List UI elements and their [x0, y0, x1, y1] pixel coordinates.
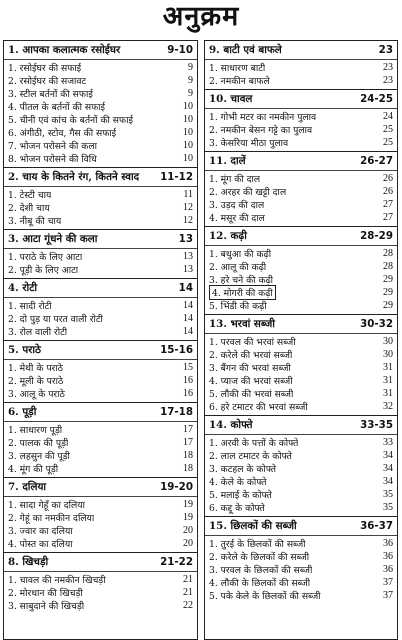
- entry-title: 4. प्याज की भरवां सब्जी: [209, 376, 293, 387]
- section-page-range: 26-27: [360, 155, 393, 167]
- section-items: [205, 536, 397, 604]
- entry-title: 1. पराठे के लिए आटा: [8, 252, 83, 263]
- entry-page-number: 37: [383, 577, 393, 588]
- entry-page-number: 23: [383, 62, 393, 73]
- entry-title: 1. बथुआ की कढ़ी: [209, 249, 272, 260]
- section-page-range: 23: [378, 44, 393, 56]
- entry-page-number: 24: [383, 111, 393, 122]
- toc-entry: [4, 387, 197, 400]
- entry-page-number: 25: [383, 124, 393, 135]
- toc-entry: [205, 589, 397, 602]
- section-heading: [4, 230, 197, 249]
- section-items: [4, 497, 197, 552]
- entry-page-number: 29: [383, 274, 393, 285]
- section-page-range: 11-12: [160, 171, 193, 183]
- entry-page-number: 23: [383, 75, 393, 86]
- section-title: 3. आटा गूंधने की कला: [8, 233, 98, 245]
- toc-section: [4, 168, 197, 230]
- entry-title: 3. कटहल के कोफ्ते: [209, 464, 277, 475]
- entry-title: 2. मोरधान की खिचड़ी: [8, 588, 83, 599]
- entry-title: 1. मूंग की दाल: [209, 174, 261, 185]
- toc-section: [4, 478, 197, 553]
- section-items: [4, 422, 197, 477]
- entry-page-number: 33: [383, 437, 393, 448]
- section-items: [205, 334, 397, 415]
- entry-title: 5. मलाई के कोफ्ते: [209, 490, 272, 501]
- entry-title: 3. हरे चने की कढ़ी: [209, 275, 274, 286]
- section-title: 1. आपका कलात्मक रसोईघर: [8, 44, 121, 56]
- section-heading: [4, 341, 197, 360]
- section-page-range: 28-29: [360, 230, 393, 242]
- entry-title: 2. मूली के पराठे: [8, 376, 64, 387]
- entry-page-number: 34: [383, 450, 393, 461]
- entry-title: 3. लहसुन की पूड़ी: [8, 451, 70, 462]
- section-title: 6. पूड़ी: [8, 406, 37, 418]
- entry-title: 6. कद्दू के कोफ्ते: [209, 503, 265, 514]
- section-page-range: 21-22: [160, 556, 193, 568]
- toc-entry: [205, 449, 397, 462]
- entry-page-number: 13: [183, 251, 193, 262]
- toc-entry: [4, 126, 197, 139]
- entry-title: 2. गेहूं का नमकीन दलिया: [8, 513, 95, 524]
- toc-section: [4, 279, 197, 341]
- entry-title: 6. हरे टमाटर की भरवां सब्जी: [209, 402, 308, 413]
- toc-entry: [4, 449, 197, 462]
- entry-title: 2. करेले की भरवां सब्जी: [209, 350, 293, 361]
- entry-page-number: 11: [183, 189, 193, 200]
- entry-page-number: 12: [183, 202, 193, 213]
- toc-entry: [4, 573, 197, 586]
- section-items: [205, 246, 397, 314]
- toc-section: [4, 230, 197, 279]
- toc-entry: [4, 498, 197, 511]
- section-heading: [4, 478, 197, 497]
- entry-page-number: 28: [383, 261, 393, 272]
- entry-page-number: 14: [183, 300, 193, 311]
- toc-entry: [205, 247, 397, 260]
- entry-title: 3. ज्वार का दलिया: [8, 526, 73, 537]
- section-heading: [205, 90, 397, 109]
- section-page-range: 13: [178, 233, 193, 245]
- toc-entry: [205, 361, 397, 374]
- entry-title: 2. पूड़ी के लिए आटा: [8, 265, 79, 276]
- toc-entry: [4, 312, 197, 325]
- entry-title: 3. उड़द की दाल: [209, 200, 265, 211]
- toc-entry: [205, 550, 397, 563]
- toc-entry: [4, 537, 197, 550]
- entry-page-number: 21: [183, 587, 193, 598]
- section-items: [4, 249, 197, 278]
- section-title: 2. चाय के कितने रंग, कितने स्वाद: [8, 171, 140, 183]
- toc-entry: [205, 537, 397, 550]
- entry-page-number: 19: [183, 499, 193, 510]
- entry-page-number: 16: [183, 375, 193, 386]
- section-heading: [205, 416, 397, 435]
- entry-title: 3. साबुदाने की खिचड़ी: [8, 601, 85, 612]
- toc-entry: [205, 61, 397, 74]
- entry-title: 2. पालक की पूड़ी: [8, 438, 69, 449]
- toc-entry: [205, 198, 397, 211]
- entry-title: 5. भिंडी की कढ़ी: [209, 301, 267, 312]
- entry-page-number: 20: [183, 525, 193, 536]
- entry-page-number: 18: [183, 463, 193, 474]
- toc-entry: [4, 436, 197, 449]
- toc-entry: [4, 113, 197, 126]
- entry-page-number: 13: [183, 264, 193, 275]
- section-title: 8. खिचड़ी: [8, 556, 49, 568]
- toc-entry: [205, 299, 397, 312]
- entry-page-number: 14: [183, 313, 193, 324]
- entry-page-number: 10: [183, 140, 193, 151]
- entry-page-number: 25: [383, 137, 393, 148]
- entry-title: 4. पीतल के बर्तनों की सफाई: [8, 102, 106, 113]
- entry-page-number: 17: [183, 424, 193, 435]
- toc-entry: [4, 201, 197, 214]
- toc-entry: [4, 100, 197, 113]
- toc-entry: [205, 123, 397, 136]
- entry-title: 1. सादी रोटी: [8, 301, 52, 312]
- entry-page-number: 34: [383, 463, 393, 474]
- entry-title: 5. पके केले के छिलकों की सब्जी: [209, 591, 321, 602]
- section-heading: [205, 41, 397, 60]
- section-items: [4, 360, 197, 402]
- section-heading: [205, 315, 397, 334]
- toc-entry: [205, 488, 397, 501]
- entry-page-number: 26: [383, 186, 393, 197]
- toc-entry: [4, 263, 197, 276]
- toc-left-column: [3, 40, 198, 640]
- section-title: 13. भरवां सब्जी: [209, 318, 275, 330]
- toc-entry: [205, 462, 397, 475]
- entry-title: 7. भोजन परोसने की कला: [8, 141, 97, 152]
- section-heading: [4, 553, 197, 572]
- section-page-range: 36-37: [360, 520, 393, 532]
- entry-page-number: 27: [383, 199, 393, 210]
- section-page-range: 14: [178, 282, 193, 294]
- entry-page-number: 35: [383, 489, 393, 500]
- entry-title: 2. अरहर की खट्टी दाल: [209, 187, 287, 198]
- toc-section: [4, 341, 197, 403]
- entry-title: 2. नमकीन बेसन गट्टे का पुलाव: [209, 125, 313, 136]
- toc-entry: [205, 374, 397, 387]
- toc-section: [205, 416, 397, 517]
- entry-title: 8. भोजन परोसने की विधि: [8, 154, 97, 165]
- entry-title: 1. अरवी के पत्तों के कोफ्ते: [209, 438, 299, 449]
- section-heading: [4, 41, 197, 60]
- entry-page-number: 36: [383, 564, 393, 575]
- entry-page-number: 9: [188, 88, 193, 99]
- entry-title: 4. मोगरी की कढ़ी: [209, 285, 276, 300]
- toc-section: [205, 41, 397, 90]
- entry-page-number: 10: [183, 101, 193, 112]
- section-title: 14. कोफ्ते: [209, 419, 253, 431]
- page-title: अनुक्रम: [162, 1, 240, 32]
- entry-title: 4. लौकी के छिलकों की सब्जी: [209, 578, 311, 589]
- entry-title: 2. नमकीन बाफले: [209, 76, 270, 87]
- section-items: [4, 60, 197, 167]
- section-page-range: 15-16: [160, 344, 193, 356]
- entry-page-number: 10: [183, 153, 193, 164]
- toc-entry: [4, 374, 197, 387]
- entry-title: 2. देशी चाय: [8, 203, 50, 214]
- toc-entry: [205, 185, 397, 198]
- toc-entry: [4, 139, 197, 152]
- entry-title: 1. चावल की नमकीन खिचड़ी: [8, 575, 106, 586]
- entry-page-number: 21: [183, 574, 193, 585]
- entry-page-number: 35: [383, 502, 393, 513]
- section-title: 12. कढ़ी: [209, 230, 247, 242]
- toc-entry: [4, 586, 197, 599]
- toc-entry: [4, 524, 197, 537]
- toc-entry: [205, 501, 397, 514]
- toc-section: [205, 227, 397, 315]
- toc-entry: [205, 400, 397, 413]
- toc-entry: [4, 188, 197, 201]
- entry-title: 4. पोस्त का दलिया: [8, 539, 73, 550]
- section-heading: [4, 279, 197, 298]
- toc-entry: [205, 110, 397, 123]
- entry-title: 6. अंगीठी, स्टोव, गैस की सफाई: [8, 128, 117, 139]
- entry-title: 3. नीबू की चाय: [8, 216, 62, 227]
- entry-title: 3. आलू के पराठे: [8, 389, 65, 400]
- entry-page-number: 29: [383, 287, 393, 298]
- entry-page-number: 37: [383, 590, 393, 601]
- entry-page-number: 18: [183, 450, 193, 461]
- toc-entry: [205, 576, 397, 589]
- toc-entry: [4, 599, 197, 612]
- toc-entry: [205, 436, 397, 449]
- toc-entry: [205, 136, 397, 149]
- entry-page-number: 9: [188, 62, 193, 73]
- entry-page-number: 31: [383, 388, 393, 399]
- section-title: 9. बाटी एवं बाफले: [209, 44, 282, 56]
- entry-title: 1. तुरई के छिलकों की सब्जी: [209, 539, 306, 550]
- toc-section: [4, 41, 197, 168]
- toc-entry: [4, 423, 197, 436]
- section-page-range: 19-20: [160, 481, 193, 493]
- toc-entry: [205, 475, 397, 488]
- toc-entry: [4, 361, 197, 374]
- section-title: 5. पराठे: [8, 344, 42, 356]
- entry-title: 3. स्टील बर्तनों की सफाई: [8, 89, 93, 100]
- toc-entry: [205, 286, 397, 299]
- entry-page-number: 22: [183, 600, 193, 611]
- section-items: [205, 171, 397, 226]
- entry-title: 2. लाल टमाटर के कोफ्ते: [209, 451, 292, 462]
- entry-title: 1. टेस्टी चाय: [8, 190, 52, 201]
- toc-entry: [4, 299, 197, 312]
- entry-page-number: 16: [183, 388, 193, 399]
- section-title: 11. दालें: [209, 155, 246, 167]
- entry-page-number: 14: [183, 326, 193, 337]
- entry-title: 2. रसोईघर की सजावट: [8, 76, 87, 87]
- entry-page-number: 30: [383, 336, 393, 347]
- entry-title: 3. बैंगन की भरवां सब्जी: [209, 363, 291, 374]
- section-items: [4, 187, 197, 229]
- entry-page-number: 30: [383, 349, 393, 360]
- entry-page-number: 31: [383, 362, 393, 373]
- entry-title: 1. सादा गेहूँ का दलिया: [8, 500, 85, 511]
- section-items: [4, 572, 197, 614]
- toc-section: [205, 517, 397, 604]
- entry-page-number: 36: [383, 538, 393, 549]
- toc-entry: [205, 348, 397, 361]
- toc-entry: [4, 250, 197, 263]
- toc-section: [4, 403, 197, 478]
- toc-entry: [4, 61, 197, 74]
- section-page-range: 17-18: [160, 406, 193, 418]
- entry-title: 1. साधारण पूड़ी: [8, 425, 63, 436]
- toc-section: [205, 315, 397, 416]
- toc-entry: [205, 74, 397, 87]
- section-items: [205, 60, 397, 89]
- entry-page-number: 15: [183, 362, 193, 373]
- toc-right-column: [204, 40, 398, 640]
- section-title: 10. चावल: [209, 93, 253, 105]
- section-title: 7. दलिया: [8, 481, 47, 493]
- section-page-range: 24-25: [360, 93, 393, 105]
- entry-page-number: 31: [383, 375, 393, 386]
- section-title: 4. रोटी: [8, 282, 38, 294]
- toc-entry: [205, 211, 397, 224]
- entry-page-number: 28: [383, 248, 393, 259]
- entry-page-number: 27: [383, 212, 393, 223]
- entry-page-number: 9: [188, 75, 193, 86]
- entry-page-number: 12: [183, 215, 193, 226]
- entry-title: 1. गोभी मटर का नमकीन पुलाव: [209, 112, 317, 123]
- section-heading: [205, 517, 397, 536]
- entry-title: 5. चीनी एवं कांच के बर्तनों की सफाई: [8, 115, 133, 126]
- toc-entry: [205, 335, 397, 348]
- section-heading: [4, 168, 197, 187]
- entry-title: 4. मूंग की पूड़ी: [8, 464, 59, 475]
- entry-page-number: 10: [183, 114, 193, 125]
- section-items: [4, 298, 197, 340]
- entry-title: 2. दो पुड़ या परत वाली रोटी: [8, 314, 103, 325]
- toc-entry: [4, 87, 197, 100]
- entry-title: 1. परवल की भरवां सब्जी: [209, 337, 296, 348]
- section-items: [205, 109, 397, 151]
- entry-title: 3. रोल वाली रोटी: [8, 327, 68, 338]
- toc-entry: [205, 172, 397, 185]
- section-page-range: 30-32: [360, 318, 393, 330]
- entry-title: 3. परवल के छिलकों की सब्जी: [209, 565, 313, 576]
- entry-title: 4. केले के कोफ्ते: [209, 477, 267, 488]
- entry-page-number: 34: [383, 476, 393, 487]
- section-page-range: 9-10: [167, 44, 193, 56]
- toc-entry: [4, 511, 197, 524]
- toc-section: [205, 90, 397, 152]
- entry-title: 3. केसरिया मीठा पुलाव: [209, 138, 289, 149]
- toc-entry: [4, 325, 197, 338]
- entry-page-number: 10: [183, 127, 193, 138]
- toc-entry: [205, 563, 397, 576]
- entry-title: 1. साधारण बाटी: [209, 63, 266, 74]
- toc-section: [205, 152, 397, 227]
- entry-title: 4. मसूर की दाल: [209, 213, 265, 224]
- toc-entry: [4, 462, 197, 475]
- section-title: 15. छिलकों की सब्जी: [209, 520, 297, 532]
- entry-page-number: 29: [383, 300, 393, 311]
- toc-section: [4, 553, 197, 614]
- entry-title: 1. मेथी के पराठे: [8, 363, 64, 374]
- entry-page-number: 36: [383, 551, 393, 562]
- entry-page-number: 32: [383, 401, 393, 412]
- section-heading: [205, 152, 397, 171]
- section-items: [205, 435, 397, 516]
- entry-page-number: 26: [383, 173, 393, 184]
- entry-title: 5. लौकी की भरवां सब्जी: [209, 389, 294, 400]
- entry-page-number: 19: [183, 512, 193, 523]
- entry-page-number: 20: [183, 538, 193, 549]
- entry-title: 1. रसोईघर की सफाई: [8, 63, 82, 74]
- toc-entry: [205, 387, 397, 400]
- section-heading: [4, 403, 197, 422]
- toc-entry: [4, 74, 197, 87]
- toc-entry: [4, 152, 197, 165]
- toc-entry: [205, 260, 397, 273]
- entry-title: 2. आलू की कढ़ी: [209, 262, 267, 273]
- section-page-range: 33-35: [360, 419, 393, 431]
- toc-entry: [4, 214, 197, 227]
- entry-title: 2. करेले के छिलकों की सब्जी: [209, 552, 310, 563]
- section-heading: [205, 227, 397, 246]
- entry-page-number: 17: [183, 437, 193, 448]
